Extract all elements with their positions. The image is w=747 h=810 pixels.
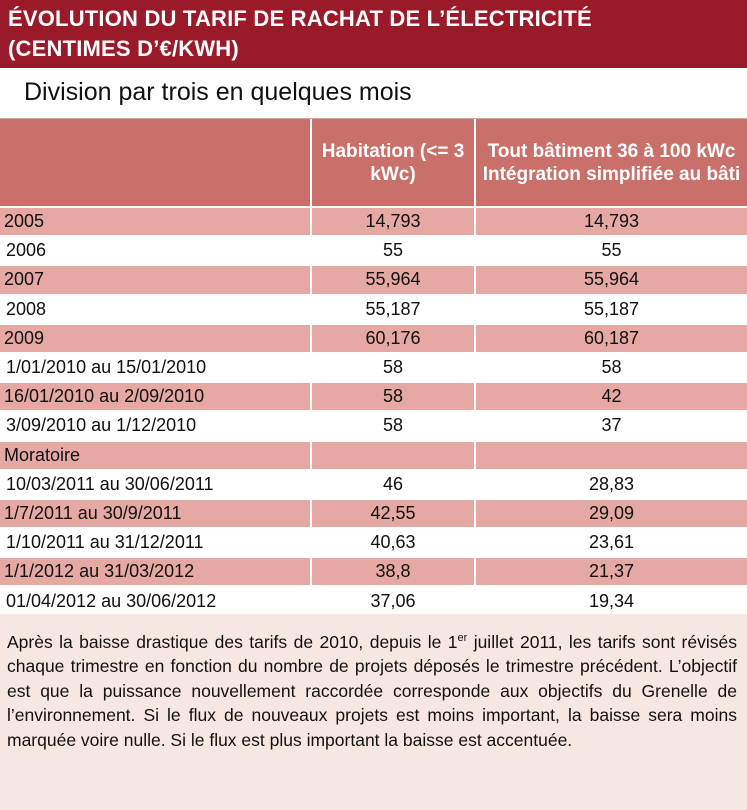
note-superscript: er (457, 632, 468, 644)
cell-habitation: 55,187 (311, 295, 475, 324)
cell-batiment: 55,187 (475, 295, 747, 324)
cell-batiment: 23,61 (475, 528, 747, 557)
cell-period: 3/09/2010 au 1/12/2010 (0, 411, 311, 440)
cell-habitation: 58 (311, 382, 475, 411)
cell-habitation: 37,06 (311, 586, 475, 614)
header-batiment: Tout bâtiment 36 à 100 kWc Intégration simplifiée au bâti (475, 119, 747, 207)
tariff-table-container (0, 119, 747, 614)
cell-period: Moratoire (0, 441, 311, 470)
cell-habitation: 38,8 (311, 557, 475, 586)
cell-batiment: 28,83 (475, 470, 747, 499)
cell-batiment: 42 (475, 382, 747, 411)
cell-batiment: 21,37 (475, 557, 747, 586)
cell-period: 2008 (0, 295, 311, 324)
table-row (0, 236, 747, 265)
cell-habitation: 55 (311, 236, 475, 265)
cell-habitation: 14,793 (311, 207, 475, 236)
cell-period: 1/1/2012 au 31/03/2012 (0, 557, 311, 586)
cell-habitation: 58 (311, 353, 475, 382)
cell-period: 2007 (0, 265, 311, 294)
cell-period: 01/04/2012 au 30/06/2012 (0, 586, 311, 614)
table-row (0, 382, 747, 411)
cell-period: 2009 (0, 324, 311, 353)
subtitle-banner (0, 68, 747, 119)
cell-period: 2006 (0, 236, 311, 265)
cell-batiment (475, 441, 747, 470)
cell-batiment: 58 (475, 353, 747, 382)
table-row (0, 324, 747, 353)
table-row (0, 265, 747, 294)
cell-habitation: 46 (311, 470, 475, 499)
table-row (0, 353, 747, 382)
note-part-2: juillet 2011, les tarifs sont révisés chaque trimestre en fonction du nombre de projets déposés le trimestre précédent. L’objectif est que la puissance nouvellement raccordée corresponde aux objectifs du Grenelle de l’environnement. Si le flux de nouveaux projets est moins important, la baisse sera moins marquée voire nulle. Si le flux est plus important la baisse est accentuée. (7, 631, 737, 750)
cell-period: 16/01/2010 au 2/09/2010 (0, 382, 311, 411)
tariff-table (0, 119, 747, 615)
table-header-row (0, 119, 747, 207)
cell-batiment: 55,964 (475, 265, 747, 294)
cell-batiment: 19,34 (475, 586, 747, 614)
subtitle: Division par trois en quelques mois (24, 78, 412, 106)
cell-period: 1/10/2011 au 31/12/2011 (0, 528, 311, 557)
header-habitation: Habitation (<= 3 kWc) (311, 119, 475, 207)
cell-batiment: 14,793 (475, 207, 747, 236)
cell-habitation: 55,964 (311, 265, 475, 294)
table-row (0, 411, 747, 440)
cell-period: 10/03/2011 au 30/06/2011 (0, 470, 311, 499)
cell-habitation (311, 441, 475, 470)
cell-habitation: 40,63 (311, 528, 475, 557)
cell-batiment: 37 (475, 411, 747, 440)
cell-habitation: 42,55 (311, 499, 475, 528)
header-period (0, 119, 311, 207)
cell-habitation: 58 (311, 411, 475, 440)
cell-habitation: 60,176 (311, 324, 475, 353)
cell-period: 1/7/2011 au 30/9/2011 (0, 499, 311, 528)
cell-period: 2005 (0, 207, 311, 236)
table-row (0, 528, 747, 557)
note-text (7, 626, 737, 752)
cell-batiment: 29,09 (475, 499, 747, 528)
table-row (0, 557, 747, 586)
table-row (0, 470, 747, 499)
table-row (0, 207, 747, 236)
cell-batiment: 60,187 (475, 324, 747, 353)
table-row (0, 295, 747, 324)
table-row (0, 441, 747, 470)
table-row (0, 499, 747, 528)
cell-period: 1/01/2010 au 15/01/2010 (0, 353, 311, 382)
note-part-1: Après la baisse drastique des tarifs de 2010, depuis le 1 (7, 631, 458, 652)
title-line-1: ÉVOLUTION DU TARIF DE RACHAT DE L’ÉLECTRICITÉ (8, 6, 592, 31)
title-banner (0, 0, 747, 68)
explanatory-note (0, 614, 747, 810)
title-line-2: (CENTIMES D’€/KWH) (8, 36, 239, 61)
cell-batiment: 55 (475, 236, 747, 265)
table-row (0, 586, 747, 614)
